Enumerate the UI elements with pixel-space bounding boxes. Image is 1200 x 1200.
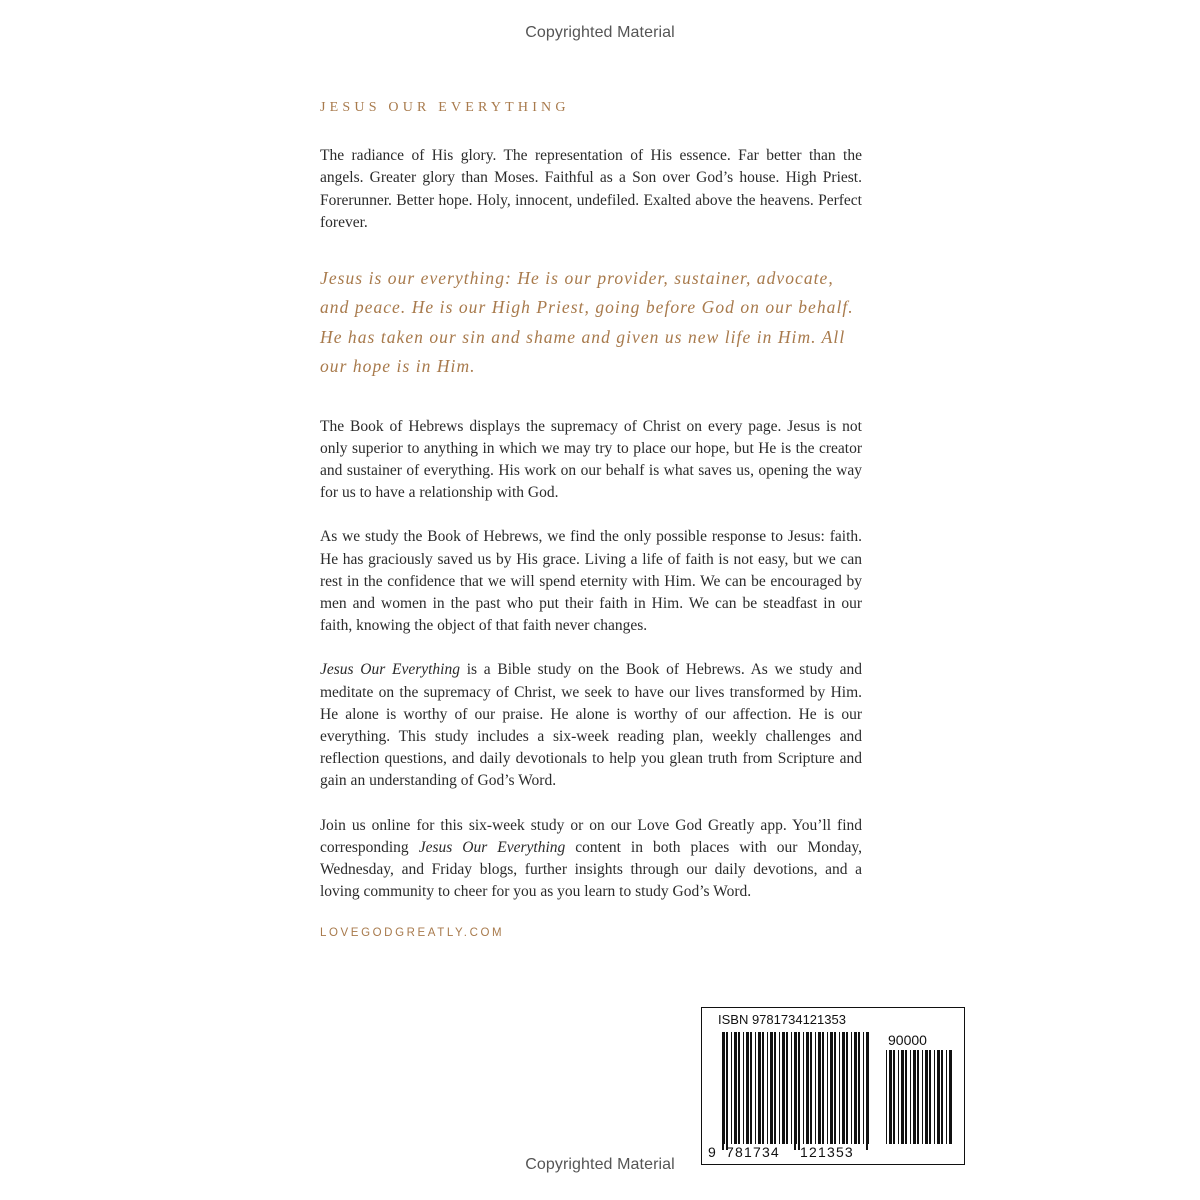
study-description-text: is a Bible study on the Book of Hebrews. As we study and meditate on the supremacy of Christ, we seek to have our lives transformed by Him. He alone is worthy of our praise. He alone is worthy of our affection. He is our everything. This study includes a six-week reading plan, weekly challenges and reflection questions, and daily devotionals to help you glean truth from Scripture and gain an understanding of God’s Word. — [320, 661, 862, 790]
book-title-italic-2: Jesus Our Everything — [418, 838, 566, 856]
paragraph-faith: As we study the Book of Hebrews, we find the only possible response to Jesus: faith. He has graciously saved us by His grace. Living a life of faith is not easy, but we can rest in the confidence that we will spend eternity with Him. We can be encouraged by men and women in the past who put their faith in Him. We can be steadfast in our faith, knowing the object of that faith never changes. — [320, 528, 862, 635]
barcode-digit-group-1: 781734 — [726, 1144, 780, 1160]
price-code-label: 90000 — [888, 1032, 927, 1048]
paragraph-study-description — [320, 659, 862, 792]
book-title-heading: JESUS OUR EVERYTHING — [320, 100, 570, 115]
join-us-text-start: Join us online for this six-week study or on our Love God Greatly app. You’ll find corresponding — [320, 816, 862, 856]
paragraph-supremacy: The Book of Hebrews displays the supremacy of Christ on every page. Jesus is not only superior to anything in which we may try to place our hope, but He is the creator and sustainer of everything. His work on our behalf is what saves us, opening the way for us to have a relationship with God. — [320, 417, 862, 502]
paragraph-join-us — [320, 815, 862, 904]
barcode-image — [702, 1008, 964, 1164]
barcode-digit-lead: 9 — [708, 1144, 717, 1160]
copyright-watermark-top: Copyrighted Material — [525, 24, 675, 41]
copyright-watermark-bottom: Copyrighted Material — [525, 1156, 675, 1173]
pull-quote: Jesus is our everything: He is our provider, sustainer, advocate, and peace. He is our High Priest, going before God on our behalf. He has taken our sin and shame and given us new life in Him. All our hope is in Him. — [320, 267, 854, 377]
website-url: LOVEGODGREATLY.COM — [320, 927, 505, 940]
join-us-text-rest: content in both places with our Monday, Wednesday, and Friday blogs, further insights through our daily devotions, and a loving community to cheer for you as you learn to study God’s Word. — [320, 838, 862, 901]
barcode-digit-group-2: 121353 — [800, 1144, 854, 1160]
isbn-label: ISBN 9781734121353 — [718, 1012, 846, 1027]
back-cover-text — [320, 96, 862, 939]
book-title-italic: Jesus Our Everything — [320, 661, 460, 679]
intro-paragraph: The radiance of His glory. The representation of His essence. Far better than the angels. Greater glory than Moses. Faithful as a Son over God’s house. High Priest. Forerunner. Better hope. Holy, innocent, undefiled. Exalted above the heavens. Perfect forever. — [320, 147, 862, 232]
isbn-barcode-box — [701, 1007, 965, 1165]
